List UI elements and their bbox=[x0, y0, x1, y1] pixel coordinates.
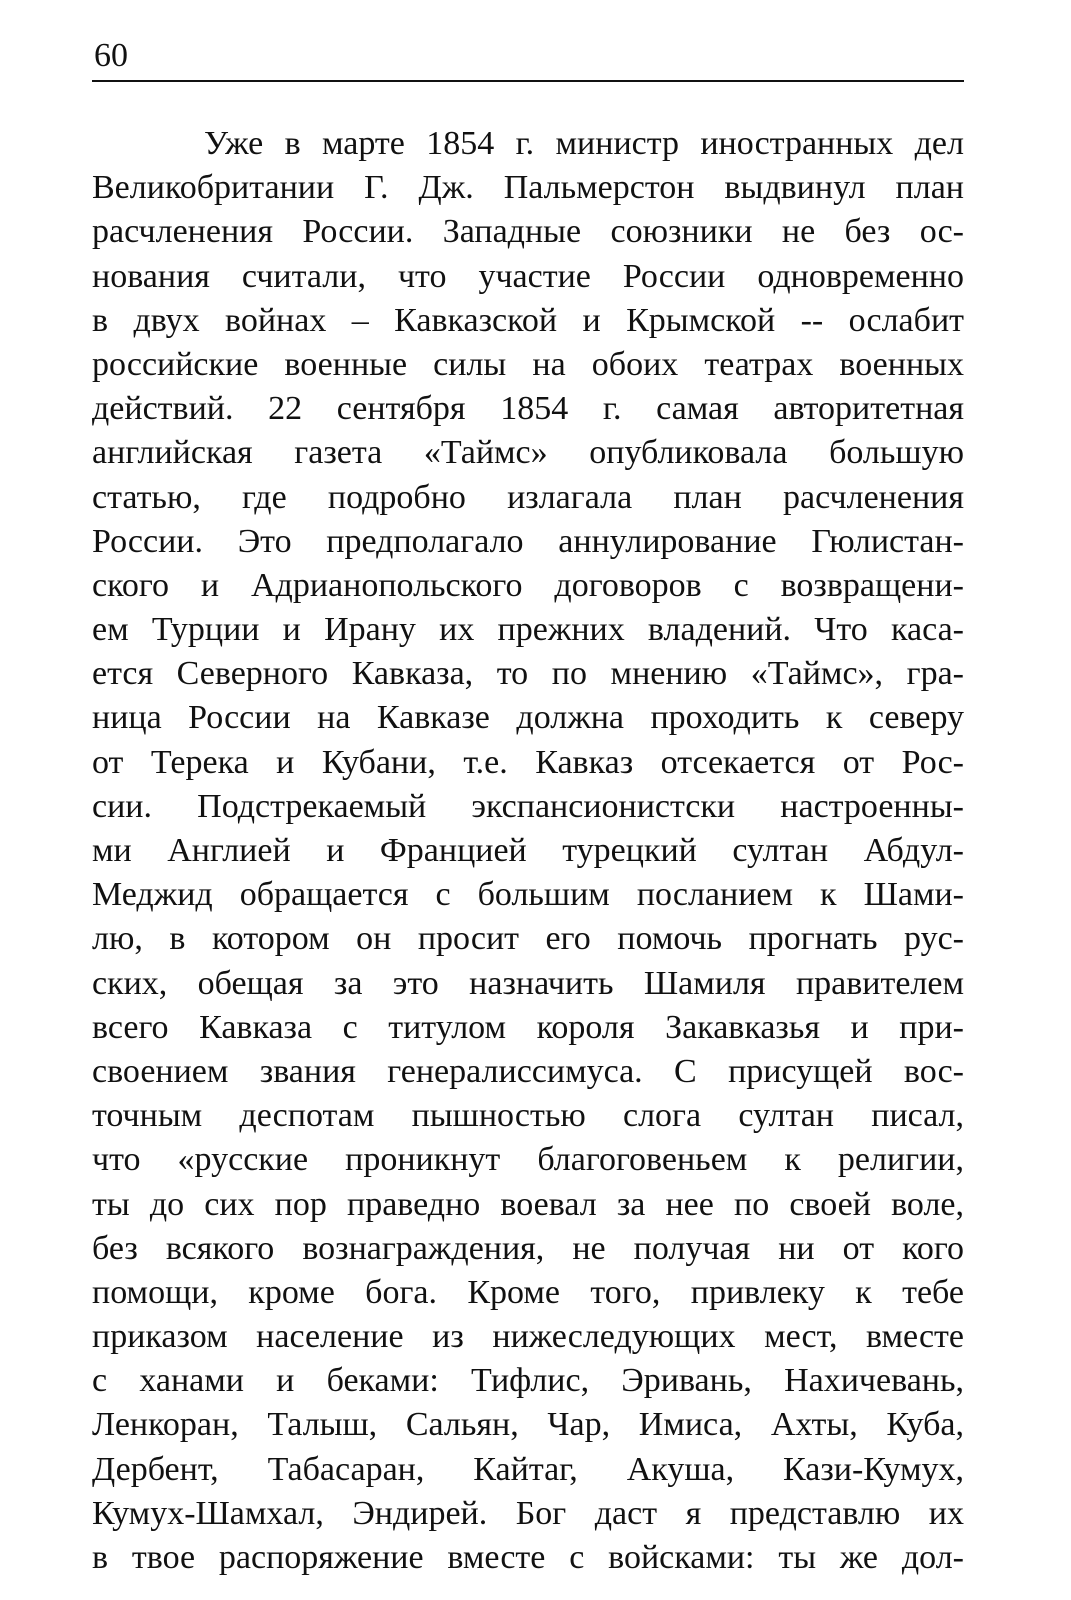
text-line: статью, где подробно излагала план расчленения bbox=[92, 478, 964, 516]
text-line: Кумух-Шамхал, Эндирей. Бог даст я представлю их bbox=[92, 1494, 964, 1532]
text-line: ми Англией и Францией турецкий султан Абдул- bbox=[92, 832, 964, 869]
text-line: что «русские проникнут благоговеньем к религии, bbox=[92, 1141, 964, 1179]
header-rule bbox=[92, 80, 964, 82]
text-line: в двух войнах – Кавказской и Крымской -- ослабит bbox=[92, 301, 964, 339]
text-line: Дербент, Табасаран, Кайтаг, Акуша, Кази-Кумух, bbox=[92, 1450, 964, 1488]
text-line: лю, в котором он просит его помочь прогнать рус- bbox=[92, 920, 964, 958]
text-line: ница России на Кавказе должна проходить к северу bbox=[92, 699, 964, 737]
text-line: английская газета «Таймс» опубликовала большую bbox=[92, 434, 964, 472]
text-line: действий. 22 сентября 1854 г. самая авторитетная bbox=[92, 390, 964, 428]
text-line: Ленкоран, Талыш, Сальян, Чар, Имиса, Ахты, Куба, bbox=[92, 1406, 964, 1444]
text-line: Великобритании Г. Дж. Пальмерстон выдвинул план bbox=[92, 169, 964, 207]
text-line: своением звания генералиссимуса. С присущей вос- bbox=[92, 1052, 964, 1090]
text-line: ских, обещая за это назначить Шамиля правителем bbox=[92, 964, 964, 1002]
page-number: 60 bbox=[94, 37, 128, 74]
text-line: точным деспотам пышностью слога султан писал, bbox=[92, 1097, 964, 1135]
text-line: России. Это предполагало аннулирование Гюлистан- bbox=[92, 522, 964, 560]
page-header bbox=[92, 36, 964, 84]
text-line: российские военные силы на обоих театрах военных bbox=[92, 345, 964, 383]
text-line: нования считали, что участие России одновременно bbox=[92, 257, 964, 295]
text-line: помощи, кроме бога. Кроме того, привлеку к тебе bbox=[92, 1273, 964, 1311]
text-line: всего Кавказа с титулом короля Закавказья и при- bbox=[92, 1008, 964, 1046]
text-line: Меджид обращается с большим посланием к Шами- bbox=[92, 876, 964, 914]
text-line: сии. Подстрекаемый экспансионистски настроенны- bbox=[92, 787, 964, 825]
text-line: от Терека и Кубани, т.е. Кавказ отсекается от Рос- bbox=[92, 743, 964, 781]
text-line: ты до сих пор праведно воевал за нее по своей воле, bbox=[92, 1185, 964, 1223]
text-line: с ханами и беками: Тифлис, Эривань, Нахичевань, bbox=[92, 1362, 964, 1400]
text-line: расчленения России. Западные союзники не без ос- bbox=[92, 213, 964, 251]
text-line: в твое распоряжение вместе с войсками: ты же дол- bbox=[92, 1539, 964, 1576]
text-line: без всякого вознаграждения, не получая ни от кого bbox=[92, 1229, 964, 1267]
text-line: приказом население из нижеследующих мест, вместе bbox=[92, 1318, 964, 1356]
text-line: Уже в марте 1854 г. министр иностранных дел bbox=[204, 125, 964, 162]
text-line: ется Северного Кавказа, то по мнению «Таймс», гра- bbox=[92, 655, 964, 693]
text-line: ем Турции и Ирану их прежних владений. Что каса- bbox=[92, 611, 964, 649]
body-text bbox=[92, 122, 964, 1580]
text-line: ского и Адрианопольского договоров с возвращени- bbox=[92, 566, 964, 604]
